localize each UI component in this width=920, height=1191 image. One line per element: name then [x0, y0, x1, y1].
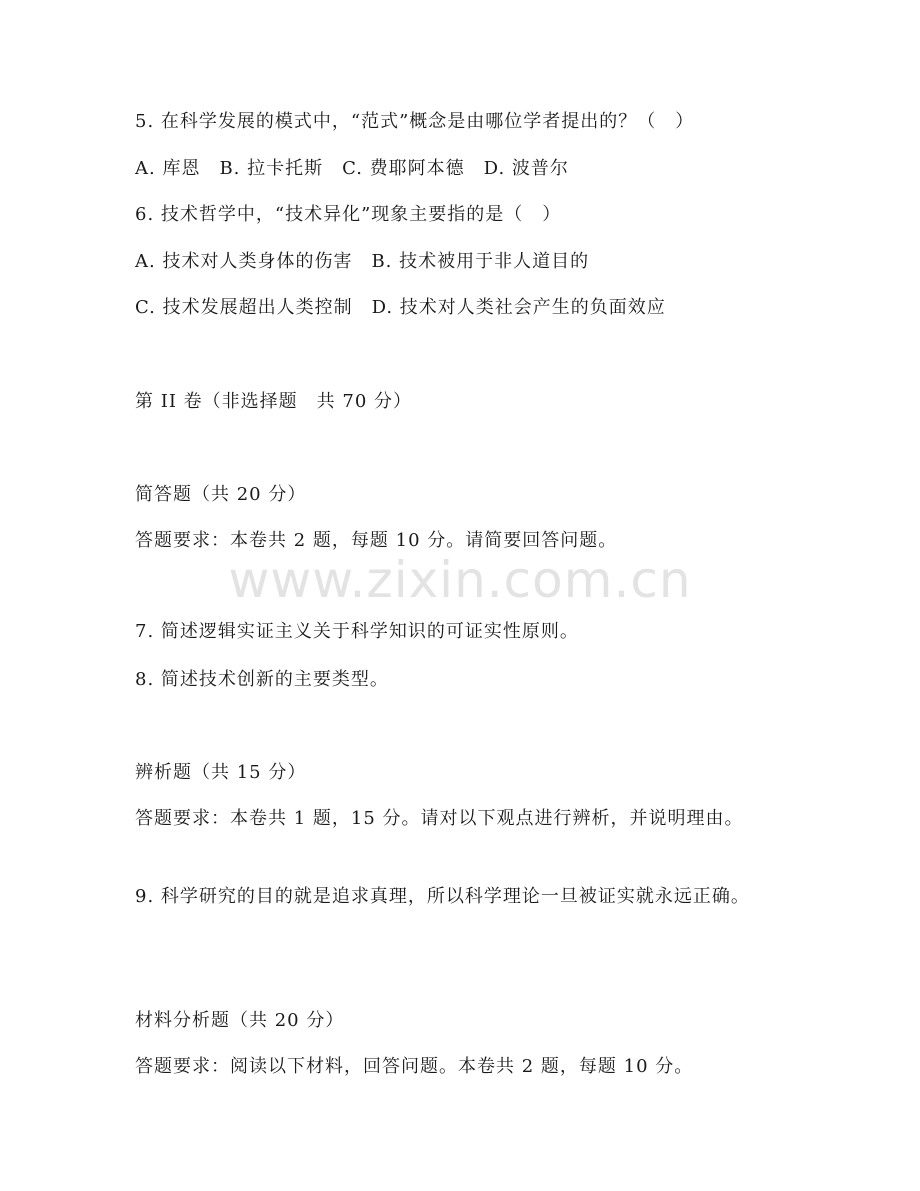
part-2-title: 第 II 卷（非选择题 共 70 分）: [135, 391, 413, 412]
question-8: 8. 简述技术创新的主要类型。: [135, 669, 389, 690]
analysis-heading: 辨析题（共 15 分）: [135, 762, 307, 783]
question-5-stem: 5. 在科学发展的模式中，“范式”概念是由哪位学者提出的？（ ）: [135, 111, 695, 132]
short-answer-requirement: 答题要求：本卷共 2 题，每题 10 分。请简要回答问题。: [135, 530, 618, 551]
analysis-requirement: 答题要求：本卷共 1 题，15 分。请对以下观点进行辨析，并说明理由。: [135, 808, 744, 829]
question-6-options-cd: C. 技术发展超出人类控制 D. 技术对人类社会产生的负面效应: [135, 297, 666, 318]
material-requirement: 答题要求：阅读以下材料，回答问题。本卷共 2 题，每题 10 分。: [135, 1056, 694, 1077]
question-6-stem: 6. 技术哲学中，“技术异化”现象主要指的是（ ）: [135, 204, 562, 225]
question-6-options-ab: A. 技术对人类身体的伤害 B. 技术被用于非人道目的: [135, 251, 590, 272]
watermark: www.zixin.com.cn: [228, 551, 692, 609]
question-5-options: A. 库恩 B. 拉卡托斯 C. 费耶阿本德 D. 波普尔: [135, 158, 569, 179]
question-7: 7. 简述逻辑实证主义关于科学知识的可证实性原则。: [135, 621, 579, 642]
material-heading: 材料分析题（共 20 分）: [135, 1010, 345, 1031]
short-answer-heading: 简答题（共 20 分）: [135, 484, 307, 505]
question-9: 9. 科学研究的目的就是追求真理，所以科学理论一旦被证实就永远正确。: [135, 886, 750, 907]
